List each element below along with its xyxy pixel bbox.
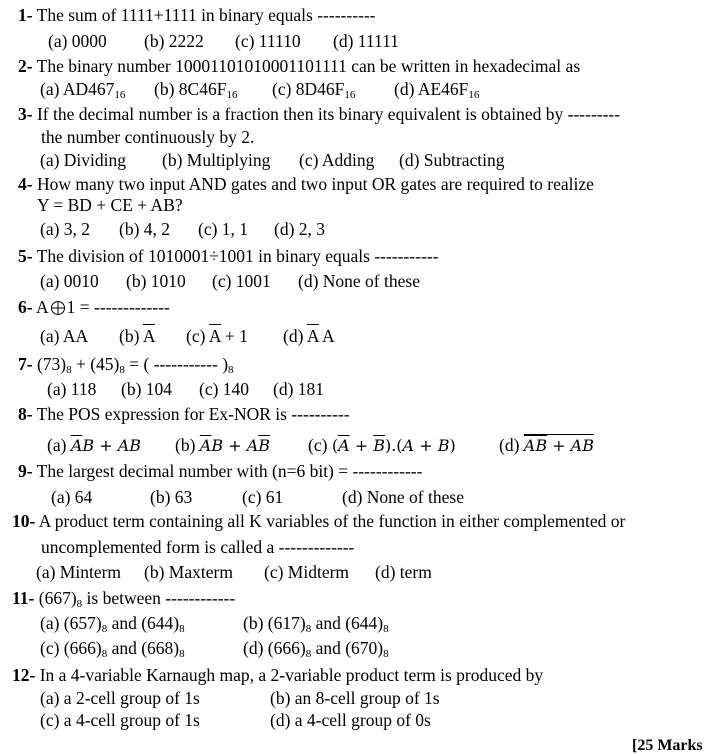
question-number: 6- [18, 297, 33, 317]
option-d: (d) a 4-cell group of 0s [270, 710, 431, 730]
question-5-options [40, 273, 420, 291]
option-a: (a) Dividing [40, 150, 127, 170]
question-4-options [40, 221, 325, 239]
question-1 [18, 7, 376, 25]
option-d: (d) A A [283, 326, 335, 346]
question-text: A 1 = ------------- [36, 297, 170, 317]
option-d: (d) term [375, 562, 432, 582]
question-text: If the decimal number is a fraction then its binary equivalent is obtained by --------- [36, 104, 621, 124]
question-text: The binary number 10001101010001101111 can be written in hexadecimal as [36, 56, 581, 76]
option-a: (a) 0000 [48, 31, 107, 51]
marks-label: [25 Marks [632, 737, 703, 754]
question-4-text-continued: Y = BD + CE + AB? [37, 195, 183, 215]
option-a: (a) Minterm [36, 562, 122, 582]
option-a: (a) $(657)_8$ and $(644)_8$ [40, 613, 185, 635]
option-c: (c) 1001 [212, 271, 271, 291]
option-b: (b) an 8-cell group of 1s [270, 688, 440, 708]
option-b: (b) 4, 2 [119, 219, 171, 239]
question-12-options-row1 [40, 690, 440, 708]
question-3 [18, 106, 620, 124]
question-text: The sum of 1111+1111 in binary equals ---------- [36, 5, 376, 25]
option-a: (a) AA [40, 326, 89, 346]
option-c: (c) Adding [299, 150, 375, 170]
option-b: (b) $\overline{A}B + A\overline{B}$ [175, 435, 271, 455]
option-d: (d) 181 [273, 379, 325, 399]
question-number: 9- [18, 461, 33, 481]
option-d: (d) 11111 [333, 31, 399, 51]
question-number: 2- [18, 56, 33, 76]
option-b: (b) Maxterm [144, 562, 233, 582]
question-9 [18, 463, 422, 481]
question-8-options [47, 437, 594, 455]
option-c: (c) 61 [242, 487, 284, 507]
question-text: $(73)_8 + (45)_8$ = ( ----------- )$_8$ [36, 354, 234, 376]
option-a: (a) 64 [51, 487, 93, 507]
question-4 [18, 176, 594, 194]
question-text: The largest decimal number with (n=6 bit) = ------------ [36, 461, 423, 481]
option-d: (d) 2, 3 [274, 219, 326, 239]
option-b: (b) $8C46F_{16}$ [154, 79, 238, 101]
option-a: (a) $AD467_{16}$ [40, 79, 126, 101]
option-b: (b) 104 [121, 379, 173, 399]
option-c: (c) $(\overline{A} + \overline{B}).(A + B)$ [308, 435, 456, 455]
option-d: (d) None of these [342, 487, 464, 507]
question-number: 7- [18, 354, 33, 374]
question-text: The division of 1010001÷1001 in binary equals ----------- [36, 246, 439, 266]
question-text: The POS expression for Ex-NOR is ---------- [36, 404, 350, 424]
question-2 [18, 58, 580, 76]
option-d: (d) $AE46F_{16}$ [394, 79, 480, 101]
option-b: (b) A [119, 326, 156, 346]
xor-symbol [51, 301, 65, 315]
option-a: (a) a 2-cell group of 1s [40, 688, 200, 708]
question-number: 11- [12, 588, 35, 608]
option-a: (a) 0010 [40, 271, 99, 291]
question-11-options-row2 [40, 640, 389, 658]
option-a: (a) $\overline{A}B$ + AB [47, 435, 142, 455]
question-9-options [51, 489, 464, 507]
question-2-options [40, 81, 479, 99]
question-text: A product term containing all K variables of the function in either complemented or [38, 511, 626, 531]
question-number: 8- [18, 404, 33, 424]
question-text: $(667)_8$ is between ------------ [38, 588, 236, 610]
question-10 [12, 513, 625, 531]
option-d: (d) $\overline{AB}$ + AB [499, 435, 594, 455]
question-10-text-continued: uncomplemented form is called a ------------- [41, 537, 355, 557]
option-c: (c) $(666)_8$ and $(668)_8$ [40, 638, 185, 660]
question-1-options [48, 33, 399, 51]
question-number: 1- [18, 5, 33, 25]
question-11 [12, 590, 235, 608]
option-b: (b) $(617)_8$ and $(644)_8$ [243, 613, 389, 635]
question-6-options [40, 328, 335, 346]
option-c: (c) a 4-cell group of 1s [40, 710, 200, 730]
question-text: In a 4-variable Karnaugh map, a 2-variable product term is produced by [39, 665, 544, 685]
question-number: 12- [12, 665, 36, 685]
question-12 [12, 667, 543, 685]
question-number: 10- [12, 511, 36, 531]
option-b: (b) 63 [150, 487, 193, 507]
question-8 [18, 406, 350, 424]
option-c: (c) A + 1 [186, 326, 248, 346]
option-d: (d) $(666)_8$ and $(670)_8$ [243, 638, 389, 660]
question-number: 4- [18, 174, 33, 194]
question-number: 5- [18, 246, 33, 266]
question-6 [18, 299, 170, 317]
option-d: (d) Subtracting [399, 150, 505, 170]
question-7 [18, 356, 234, 374]
question-12-options-row2 [40, 712, 431, 730]
question-3-text-continued: the number continuously by 2. [41, 127, 255, 147]
option-d: (d) None of these [298, 271, 420, 291]
option-b: (b) 2222 [144, 31, 204, 51]
option-a: (a) 3, 2 [40, 219, 91, 239]
option-c: (c) 140 [199, 379, 250, 399]
option-b: (b) Multiplying [162, 150, 271, 170]
option-b: (b) 1010 [126, 271, 186, 291]
option-c: (c) $8D46F_{16}$ [272, 79, 356, 101]
question-3-options [40, 152, 504, 170]
option-c: (c) 11110 [235, 31, 301, 51]
question-text: How many two input AND gates and two input OR gates are required to realize [36, 174, 594, 194]
question-10-options [36, 564, 432, 582]
option-a: (a) 118 [47, 379, 97, 399]
question-7-options [47, 381, 324, 399]
option-c: (c) Midterm [264, 562, 350, 582]
question-5 [18, 248, 438, 266]
question-number: 3- [18, 104, 33, 124]
question-11-options-row1 [40, 615, 389, 633]
option-c: (c) 1, 1 [198, 219, 249, 239]
